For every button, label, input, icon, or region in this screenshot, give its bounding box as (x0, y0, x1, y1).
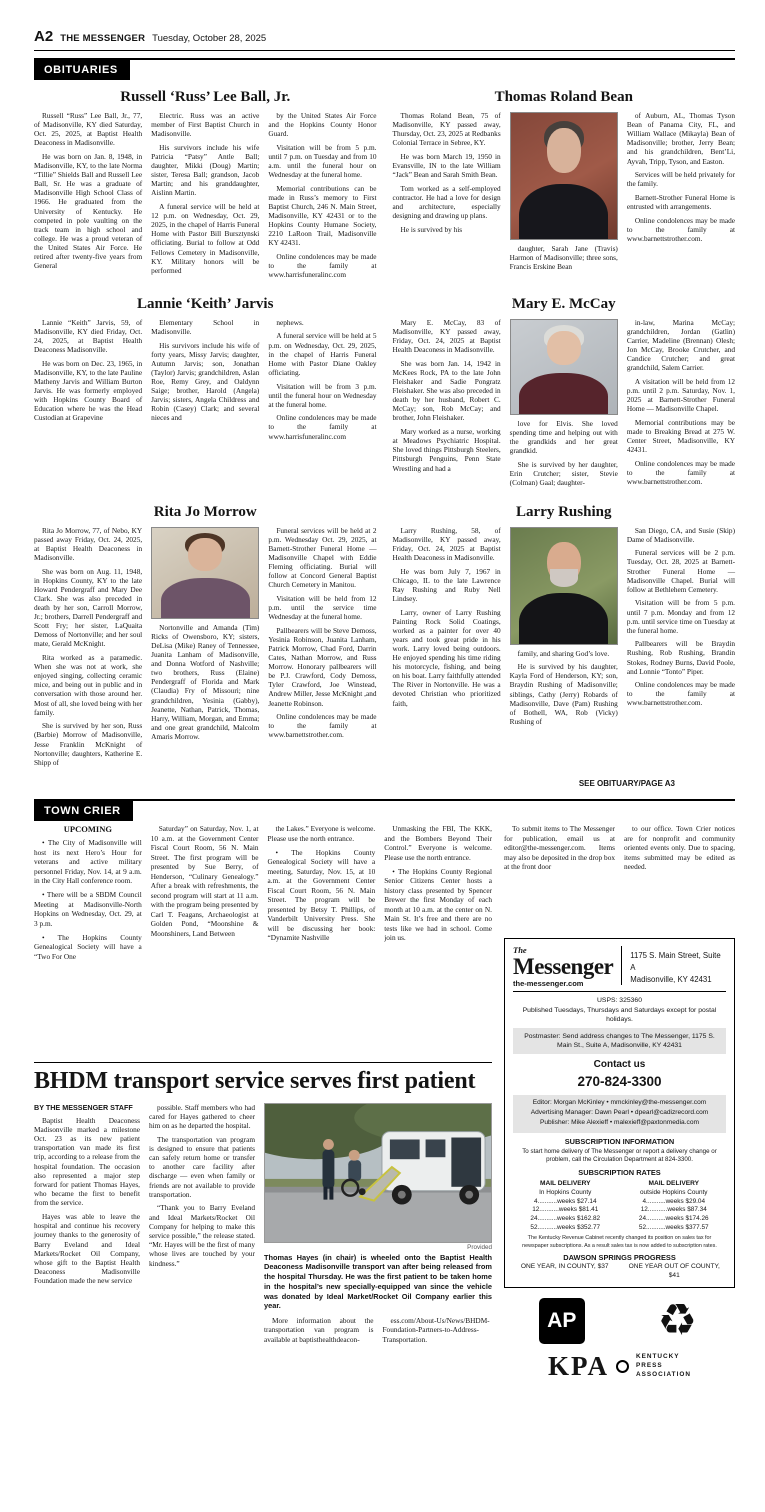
photo-shape (547, 331, 581, 365)
rates-column-header: MAIL DELIVERY (648, 1180, 700, 1188)
paragraph: • The Hopkins County Genealogical Society will have a “Two For One (34, 932, 142, 961)
paragraph: • The City of Madisonville will host its next Hero’s Hour for veterans and active military personnel Friday, Nov. 14, at 9 a.m. in the City Hall conference room. (34, 838, 142, 886)
photo-credit: Provided (467, 1243, 492, 1251)
paragraph: ASSOCIATION (636, 1370, 691, 1378)
obituary-column (627, 318, 735, 492)
logo-name: Messenger (513, 953, 614, 979)
paragraph: 4...........weeks $29.04 (642, 1197, 706, 1205)
town-crier-column (268, 824, 376, 1056)
paragraph: family, and sharing God’s love. (517, 648, 610, 658)
paragraph: KENTUCKY (636, 1353, 680, 1361)
obituary-russell-ball (34, 84, 377, 284)
ap-logo: AP (539, 1298, 585, 1344)
obituary-column (34, 111, 142, 284)
logo-the: The (513, 945, 527, 956)
photo-shape (519, 184, 608, 240)
publication-schedule: Published Tuesdays, Thursdays and Saturdays except for postal holidays. (522, 1006, 717, 1023)
portrait-photo-mary-mccay (510, 319, 618, 415)
rates-column-subheader: outside Hopkins County (640, 1189, 708, 1197)
bhdm-article (34, 1062, 492, 1348)
paragraph: Online condolences may be made to the family at www.harrisfuneralinc.com (268, 413, 377, 441)
paragraph: Larry, owner of Larry Rushing Painting Rock Solid Coatings, worked as a painter for over 40 years and took great pride in his work. Larry loved being outdoors. He enjoyed spending his time riding his motorcycle, fishing, and being on his boat. Larry faithfully attended The River in Nortonville. He was a devoted Christian who prioritized faith, (392, 607, 501, 708)
paragraph: Advertising Manager: Dawn Pearl • dpearl@cadizrecord.com (530, 1108, 709, 1116)
photo-caption-text (151, 623, 259, 741)
paragraph: ess.com/About-Us/News/BHDM-Foundation-Partners-to-Address-Transportation. (382, 1316, 490, 1344)
rates-column-header: MAIL DELIVERY (539, 1180, 591, 1188)
paragraph: A visitation will be held from 12 p.m. until 2 p.m. Saturday, Nov. 1, 2025 at Barnett-Strother Funeral Home — Madisonville Chapel. (626, 377, 736, 414)
paragraph: of Auburn, AL, Thomas Tyson Bean of Panama City, FL, and William Wallace (Mikayla) Bean of Madisonville; brother, Jerry Bean; and his grandchildren, Bent’Li, Ayvah, Tripp, Tyson, and Easton. (626, 111, 736, 166)
contact-block (513, 1058, 726, 1091)
obituaries-section (34, 58, 735, 792)
paragraph: She is survived by her daughter, Erin Crutcher; sister, Stevie (Colman) Gaal; daughter- (509, 459, 618, 488)
rates-column-subheader: In Hopkins County (539, 1189, 592, 1197)
dawson-springs-rates (513, 1263, 726, 1281)
obituary-column (34, 526, 142, 772)
paragraph: Pallbearers will be Steve Demoss, Yesinia Robinson, Juanita Lanham, Patrick Morrow, Chad Ford, Darrin Cates, Nathan Morrow, and Russ Morrow. Honorary pallbearers will be P.J. Crawford, Cody Demoss, Tyler Crawford, Joe Winstead, Andrew Miller, Jesse McKnight ,and Jeanette Robinson. (268, 625, 377, 708)
obituaries-section-head (34, 58, 735, 80)
paragraph: possible. Staff members who had cared for Hayes gathered to cheer him on as he departed the hospital. (149, 1102, 255, 1130)
dawson-rate-out-of-county: ONE YEAR OUT OF COUNTY, $41 (628, 1262, 720, 1279)
photo-shape (547, 128, 581, 173)
photo-caption-text (510, 649, 618, 726)
paragraph: Pallbearers will be Braydin Rushing, Rob Rushing, Brandin Stokes, Rodney Burns, David Poole, and Lonnie “Tonto” Piper. (626, 639, 736, 676)
paragraph: 4...........weeks $27.14 (533, 1197, 597, 1205)
rates-lines (622, 1198, 727, 1233)
obituary-column (268, 526, 376, 772)
article-column (34, 1103, 140, 1349)
portrait-photo-thomas-bean (510, 112, 618, 240)
obituary-column (268, 111, 376, 284)
paragraph: Visitation will be from 5 p.m. until 7 p.m. Monday and from 12 p.m. until service time on Tuesday at the funeral home. (626, 598, 736, 635)
paragraph: Editor: Morgan McKinley • mmckinley@the-messenger.com (532, 1098, 707, 1106)
paragraph: Publisher: Mike Alexieff • malexieff@paxtonmedia.com (539, 1118, 700, 1126)
paragraph: love for Elvis. She loved spending time and helping out with the grandkids and her great grandkid. (509, 418, 618, 456)
obituary-column (393, 318, 501, 492)
phone-number: 270-824-3300 (577, 1073, 662, 1089)
town-crier-column (34, 824, 142, 1056)
paragraph: Nortonville and Amanda (Tim) Ricks of Owensboro, KY; sisters, DeLisa (Mike) Raney of Tennessee, Juanita Lanham of Madisonville, and Donna Wotford of Nashville; two brothers, Russ (Elaine) Pendergraff of Florida and Mark (Claudia) Fry of Missouri; nine grandchildren, Yesinia (Gabby), Jeanette, Nathan, Patrick, Thomas, Harry, William, Morgan, and Emma; and one great grandchild, Malcolm Amaris Morrow. (151, 622, 260, 741)
obituary-rita-morrow (34, 499, 377, 772)
paragraph: He was born on Jan. 8, 1948, in Madisonville, KY, to the late Norma “Tillie” Shields Ball and Russell Lee Ball, Sr. He was a graduate of Madisonville High School Class of 1966. He graduated from the University of Kentucky. He competed in pole vaulting on the track team in high school and college. He was a proud veteran of the United States Air Force. He retired after twenty-five years from General (34, 151, 143, 271)
paragraph: Visitation will be from 5 p.m. until 7 p.m. on Tuesday and from 10 a.m. until the funeral hour on Wednesday at the funeral home. (268, 142, 377, 180)
lower-right-column (504, 824, 735, 1381)
paragraph: Services will be held privately for the family. (626, 170, 736, 189)
obituaries-label: OBITUARIES (34, 60, 130, 80)
staff-directory (513, 1095, 726, 1133)
obituary-column (627, 111, 735, 276)
obituary-column (627, 526, 735, 731)
obituary-column (393, 526, 501, 731)
paragraph: 52...........weeks $352.77 (530, 1223, 601, 1231)
paragraph: Mary E. McCay, 83 of Madisonville, KY passed away, Friday, Oct. 24, 2025 at Baptist Health Deaconess in Madisonville. (392, 317, 501, 355)
paragraph: Memorial contributions may be made to Breaking Bread at 275 W. Center Street, Madisonville, KY 42431. (626, 417, 736, 455)
masthead-info-box (504, 938, 735, 1287)
paragraph: daughter, Sarah Jane (Travis) Harmon of Madisonville; three sons, Francis Erskine Bean (509, 244, 618, 272)
obituary-column (151, 526, 259, 772)
subscription-info-text: To start home delivery of The Messenger or report a delivery change or problem, call the Circulation Department at 824-3300. (522, 1147, 717, 1163)
paragraph: He was born July 7, 1967 in Chicago, IL to the late Lawrence Ray Rushing and Ruby Nell Lindsey. (392, 566, 501, 603)
article-byline: BY THE MESSENGER STAFF (34, 1102, 133, 1112)
obituary-title: Mary E. McCay (511, 295, 616, 312)
obituary-column (34, 318, 142, 445)
paragraph: Barnett-Strother Funeral Home is entrusted with arrangements. (626, 192, 736, 211)
subscription-rates-header: SUBSCRIPTION RATES (578, 1168, 661, 1178)
photo-caption-text (510, 244, 618, 271)
paragraph: Online condolences may be made to the family at www.harrisfuneralinc.com (268, 252, 377, 280)
town-crier-submit-columns (504, 824, 735, 930)
address-line: 1175 S. Main Street, Suite A (630, 951, 721, 973)
paragraph: Lannie “Keith” Jarvis, 59, of Madisonville, KY died Friday, Oct. 24, 2025, at Baptist Health Deaconess Madisonville. (34, 317, 143, 355)
paragraph: Elementary School in Madisonville. (151, 317, 260, 336)
office-address (621, 946, 726, 985)
paragraph: She was born Jan. 14, 1942 in McKees Rock, PA to the late John Fleishaker and Sadie Pongratz Fleishaker. She was also preceded in death by her husband, Robert C. McCay; son, Rob McCay; and brother, John Fleishaker. (392, 358, 501, 423)
photo-shape (519, 593, 608, 645)
paragraph: Thomas Roland Bean, 75 of Madisonville, KY passed away, Thursday, Oct. 23, 2025 at Redbanks Colonial Terrace in Sebree, KY. (392, 111, 501, 148)
town-crier-section-head (34, 799, 735, 821)
sales-tax-note: The Kentucky Revenue Cabinet recently changed its position on sales tax for newspaper subscriptions. As a result sales tax is now added to subscription rates. (522, 1235, 717, 1249)
paragraph: He is survived by his (400, 224, 463, 234)
paragraph: A funeral service will be held at 12 p.m. on Wednesday, Oct. 29, 2025, in the chapel of Harris Funeral Home with Pastor Bill Bursztynski officiating. Burial to follow at Odd Fellows Cemetery in Madisonville, KY. Military honors will be performed (151, 201, 260, 275)
paragraph: Baptist Health Deaconess Madisonville marked a milestone Oct. 23 as its new patient transportation van made its first trip, according to a release from the hospital foundation. The occasion also represented a major step forward for patient Thomas Hayes, who became the first to benefit from the service. (34, 1115, 140, 1208)
contact-us-label: Contact us (593, 1059, 646, 1071)
paragraph: Funeral services will be held at 2 p.m. Wednesday Oct. 29, 2025, at Barnett-Strother Funeral Home — Madisonville Chapel with Eddie Fleming officiating. Burial will follow at Concord General Baptist Church Cemetery in Manitou. (268, 525, 377, 590)
paragraph: PRESS (636, 1361, 663, 1369)
rates-in-county (513, 1180, 618, 1232)
photo-caption: Thomas Hayes (in chair) is wheeled onto the Baptist Health Deaconess Madisonville transport van after being released from the hospital Thursday. He was the first patient to be taken home in the hospital’s new specially-equipped van since the vehicle was donated by Ideal Market/Rocket Oil Company earlier this year. (264, 1252, 492, 1311)
portrait-photo-larry-rushing (510, 527, 618, 645)
paragraph: Memorial contributions can be made in Russ’s memory to First Baptist Church, 246 N. Main Street, Madisonville, KY 42431 or to the Hopkins County Humane Society, 2210 LaRoon Trail, Madisonville KY 42431. (268, 183, 377, 248)
article-column (149, 1103, 255, 1349)
paragraph: Online condolences may be made to the family at www.barnettstrother.com. (626, 458, 736, 487)
paragraph: Larry Rushing, 58, of Madisonville, KY passed away, Friday, Oct. 24, 2025 at Baptist Health Deaconess in Madisonville. (392, 525, 501, 562)
transport-van-photo-graphic (265, 1104, 491, 1242)
article-more-column (383, 1316, 493, 1348)
rates-outside-county (622, 1180, 727, 1232)
article-text (34, 1116, 140, 1286)
dawson-springs-header: DAWSON SPRINGS PROGRESS (563, 1252, 676, 1262)
paragraph: Funeral services will be 2 p.m. Tuesday, Oct. 28, 2025 at Barnett-Strother Funeral Home — Madisonville Chapel. Burial will follow at Bethlehem Cemetery. (626, 548, 736, 594)
paragraph: Rita worked as a paramedic. When she was not at work, she enjoyed singing, collecting ceramic mice, and being out in public and in conversation with those around her. Most of all, she loved being with her family. (34, 653, 143, 717)
town-crier-section (34, 799, 735, 1381)
paragraph: Saturday” on Saturday, Nov. 1, at 10 a.m. at the Government Center Fiscal Court Room, 56 N. Main Street. The first program will be presented by Sue Berry, of Henderson, “Culinary Genealogy.” After a break with refreshments, the second program will start at 11 a.m. with the program being presented by Carl T. Feagans, Archaeologist at Golden Pond, “Moonshine & Moonshiners, Land Between (150, 824, 259, 938)
obituary-title: Russell ‘Russ’ Lee Ball, Jr. (120, 89, 291, 105)
article-headline: BHDM transport service serves first patient (34, 1068, 476, 1095)
subscription-rates (513, 1180, 726, 1232)
obituary-larry-rushing (393, 499, 736, 772)
obituary-column (510, 111, 618, 276)
dawson-rate-in-county: ONE YEAR, IN COUNTY, $37 (520, 1262, 609, 1270)
usps-block (521, 996, 718, 1024)
lower-left-column (34, 824, 492, 1381)
paragraph: • The Hopkins County Genealogical Society will have a meeting, Saturday, Nov. 15, at 10 a.m. at the Government Center Fiscal Court Room, 56 N. Main Street. The program will be presented by Betsy T. Phillips, of Vanderbilt University Press. She will be discussing her book: “Dynamite Nashville (267, 847, 376, 943)
town-crier-label: TOWN CRIER (34, 801, 133, 821)
transport-van-photo (264, 1103, 492, 1243)
rates-lines (513, 1198, 618, 1233)
obituary-column (151, 111, 259, 284)
paragraph: Visitation will be from 3 p.m. until the funeral hour on Wednesday at the funeral home. (268, 381, 377, 409)
obituary-title: Larry Rushing (516, 503, 612, 520)
article-photo-zone (264, 1103, 492, 1349)
messenger-logo (513, 946, 613, 987)
obituary-title: Rita Jo Morrow (153, 503, 257, 520)
paragraph: The transportation van program is designed to ensure that patients can safely return home or transfer to another care facility after discharge — even when family or friends are not available to provide transportation. (149, 1134, 255, 1199)
paragraph: nephews. (276, 317, 304, 327)
obituary-column (393, 111, 501, 276)
paragraph: Unmasking the FBI, The KKK, and the Bombers Beyond Their Control.” Everyone is welcome. Please use the north entrance. (384, 824, 492, 862)
obituary-column (510, 318, 618, 492)
article-more-column (264, 1316, 374, 1348)
obituary-column (510, 526, 618, 731)
paragraph: 12...........weeks $87.34 (640, 1206, 707, 1214)
obituary-column (268, 318, 376, 445)
photo-shape (550, 569, 578, 586)
paragraph: Online condolences may be made to the family at www.barnettstrother.com. (626, 680, 736, 708)
paragraph: To submit items to The Messenger for publication, email us at editor@the-messenger.com. Items may also be deposited in the drop box at the front door (504, 824, 615, 872)
paragraph: • There will be a SBDM Council Meeting at Madisonville-North Hopkins on Wednesday, Oct. 29, at 3 p.m. (34, 890, 142, 928)
masthead-name: THE MESSENGER (60, 33, 146, 44)
postmaster-notice: Postmaster: Send address changes to The Messenger, 1175 S. Main St., Suite A, Madisonville, KY 42431 (513, 1028, 726, 1054)
page-number: A2 (34, 28, 54, 45)
paragraph: His survivors include his wife of forty years, Missy Jarvis; daughter, Autumn Jarvis; son, Jonathan (Taylor) Jarvis; grandchildren, Aslan Roe, Remy Grey, and Oaldynn Saige; brother, Harold (Angela) Jarvis; sisters, Angela Childress and Robin (Casey) Clark; and several nieces and (151, 340, 260, 423)
obituaries-grid (34, 84, 735, 778)
paragraph: Rita Jo Morrow, 77, of Nebo, KY passed away Friday, Oct. 24, 2025, at Baptist Health Deaconess in Madisonville. (34, 525, 143, 562)
page-header (34, 24, 735, 51)
paragraph: He is survived by his daughter, Kayla Ford of Henderson, KY; son, Braydin Rushing of Madisonville; siblings, Cathy (Jerry) Robards of Madisonville, Dave (Pam) Rushing of Bothell, WA, Rob (Vicky) Rushing of (509, 662, 618, 726)
paragraph: San Diego, CA, and Susie (Skip) Dame of Madisonville. (626, 525, 736, 544)
paragraph: Electric. Russ was an active member of First Baptist Church in Madisonville. (151, 111, 260, 139)
paragraph: He was born on Dec. 23, 1965, in Madisonville, KY, to the late Pauline Matheny Jarvis and William Burton Jarvis. He was formerly employed with Hopkins County Board of Education where he was the Head Custodian at Grapevine (34, 358, 143, 423)
paragraph: Hayes was able to leave the hospital and continue his recovery journey thanks to the generosity of Barry Eveland and Ideal Markets/Rocket Oil Company, whose gift to the Baptist Health Deaconess Madisonville Foundation made the new service (34, 1211, 140, 1286)
paragraph: “Thank you to Barry Eveland and Ideal Markets/Rocket Oil Company for helping to make this service possible,” the release stated. “Mr. Hayes will be the first of many whose lives are touched by your kindness.” (149, 1203, 255, 1268)
paragraph: • The Hopkins County Regional Senior Citizens Center hosts a history class presented by Spencer Brewer the first Monday of each month at 10 a.m. at the center on N. Main St. It’s free and there are no tests like we had in school. Come join us. (384, 866, 492, 943)
paragraph: 12...........weeks $81.41 (532, 1206, 599, 1214)
obituary-title: Thomas Roland Bean (494, 89, 633, 105)
paragraph: Visitation will be held from 12 p.m. until the service time Wednesday at the funeral home. (268, 593, 377, 622)
paragraph: to our office. Town Crier notices are for nonprofit and community oriented events only. Due to spacing, items submitted may be edited as needed. (624, 824, 735, 872)
town-crier-columns (34, 824, 492, 1056)
obituary-thomas-bean (393, 84, 736, 284)
town-crier-items (34, 838, 142, 961)
address-line: Madisonville, KY 42431 (630, 974, 712, 984)
paragraph: 24...........weeks $162.82 (530, 1215, 601, 1223)
paragraph: Russell “Russ” Lee Ball, Jr., 77, of Madisonville, KY died Saturday, Oct. 25, 2025, at Baptist Health Deaconess in Madisonville. (34, 111, 143, 148)
recycle-icon: ♻ (657, 1294, 697, 1346)
kpa-letters: KPA (548, 1350, 610, 1381)
usps-number: USPS: 325360 (597, 997, 642, 1005)
paragraph: More information about the transportation van program is available at baptisthealthdeacon- (264, 1316, 374, 1344)
photo-shape (188, 538, 222, 570)
town-crier-column (624, 824, 735, 930)
portrait-photo-rita-morrow (151, 527, 259, 619)
paragraph: She was born on Aug. 11, 1948, in Hopkins County, KY to the late Howard Pendergraff and Mary Dee Clark. She was also preceded in death by her son, Carroll Morrow, Jr.; brothers, Darrell Pendergraff and Scott Fry; her sister, LaQuaita Demoss of Nortonville; and her soul mate, Gerald McKnight. (34, 566, 143, 649)
obituary-lannie-jarvis (34, 291, 377, 492)
upcoming-header: UPCOMING (63, 824, 112, 835)
kpa-association-text (636, 1353, 691, 1379)
paragraph: Online condolences may be made to the family at www.barnettstrother.com. (626, 215, 736, 243)
paragraph: His survivors include his wife Patricia “Patsy” Antle Ball; daughter, Mikki (Doug) Martin; sister, Teresa Ball; grandson, Jacob Martin; and his granddaughter, Aislinn Martin. (151, 142, 260, 198)
paragraph: A funeral service will be held at 5 p.m. on Wednesday, Oct. 29, 2025, in the chapel of Harris Funeral Home with Pastor Diane Oakley officiating. (268, 331, 377, 377)
obituary-title: Lannie ‘Keith’ Jarvis (137, 295, 274, 312)
issue-date: Tuesday, October 28, 2025 (152, 33, 267, 44)
see-obituary-jump-line: SEE OBITUARY/PAGE A3 (578, 779, 675, 789)
photo-shape (161, 578, 250, 619)
association-logos (504, 1294, 735, 1382)
obituary-mary-mccay (393, 291, 736, 492)
kpa-emblem-icon (616, 1360, 629, 1373)
paragraph: in-law, Marina McCay; grandchildren, Jordan (Gatlin) Carrier, Madeline (Brennan) Olesh; Jon McCay, Brooke Crutcher, and Candice Crutcher; and great grandchild, Salem Carrier. (626, 317, 736, 373)
paragraph: Online condolences may be made to the family at www.barnettstrother.com. (268, 712, 377, 740)
photo-shape (519, 373, 608, 415)
paragraph: Tom worked as a self-employed contractor. He had a love for design and architecture, especially designing and drawing up plans. (392, 183, 501, 221)
town-crier-column (504, 824, 615, 930)
paragraph: Mary worked as a nurse, working at Meadows Psychiatric Hospital. She loved things Pittsburgh Steelers, Pittsburgh Penguins, Penn State Wrestling and had a (392, 427, 501, 473)
town-crier-column (151, 824, 259, 1056)
photo-caption-text (510, 419, 618, 487)
lower-page (34, 824, 735, 1381)
logo-website: the-messenger.com (513, 978, 584, 988)
town-crier-column (384, 824, 492, 1056)
paragraph: 24...........weeks $174.26 (638, 1215, 709, 1223)
paragraph: by the United States Air Force and the Hopkins County Honor Guard. (268, 111, 377, 139)
paragraph: 52...........weeks $377.57 (638, 1223, 709, 1231)
paragraph: the Lakes.” Everyone is welcome. Please use the north entrance. (267, 824, 376, 843)
subscription-info-header: SUBSCRIPTION INFORMATION (564, 1136, 675, 1146)
paragraph: He was born March 19, 1950 in Evansville, IN to the late William “Jack” Bean and Sarah Smith Bean. (392, 151, 501, 180)
kpa-logo (548, 1351, 691, 1382)
obituary-column (151, 318, 259, 445)
paragraph: She is survived by her son, Russ (Barbie) Morrow of Madisonville, Jesse Franklin McKnight of Nortonville; daughters, Katherine E. Shipp of (34, 721, 143, 767)
